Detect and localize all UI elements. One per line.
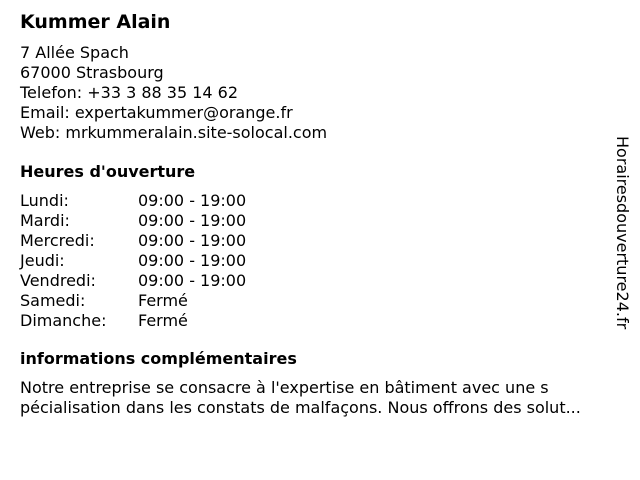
hours-day: Samedi: [20,291,86,310]
web-line: Web: mrkummeralain.site-solocal.com [20,123,328,142]
site-watermark: Horairesdouverture24.fr [613,136,632,330]
hours-day: Jeudi: [20,251,65,270]
hours-row [20,231,620,251]
additional-info-title: informations complémentaires [20,349,297,368]
description-line: Notre entreprise se consacre à l'expertise en bâtiment avec une s [20,378,549,397]
hours-time: 09:00 - 19:00 [138,251,247,270]
address-street: 7 Allée Spach [20,43,129,62]
hours-row [20,191,620,211]
hours-day: Vendredi: [20,271,96,290]
hours-row [20,291,620,311]
description-line: pécialisation dans les constats de malfaçons. Nous offrons des solut... [20,398,581,417]
business-name: Kummer Alain [20,11,171,33]
hours-row [20,271,620,291]
address-city: 67000 Strasbourg [20,63,164,82]
hours-day: Dimanche: [20,311,107,330]
opening-hours-title: Heures d'ouverture [20,162,196,181]
hours-day: Lundi: [20,191,69,210]
hours-row [20,251,620,271]
hours-time: 09:00 - 19:00 [138,191,247,210]
hours-row [20,211,620,231]
phone-line: Telefon: +33 3 88 35 14 62 [20,83,239,102]
hours-time: 09:00 - 19:00 [138,231,247,250]
hours-day: Mercredi: [20,231,95,250]
hours-time: 09:00 - 19:00 [138,271,247,290]
opening-hours-table [20,191,620,331]
hours-row [20,311,620,331]
hours-time: 09:00 - 19:00 [138,211,247,230]
hours-time: Fermé [138,291,188,310]
email-line: Email: expertakummer@orange.fr [20,103,293,122]
hours-time: Fermé [138,311,188,330]
business-card [20,10,620,418]
hours-day: Mardi: [20,211,70,230]
